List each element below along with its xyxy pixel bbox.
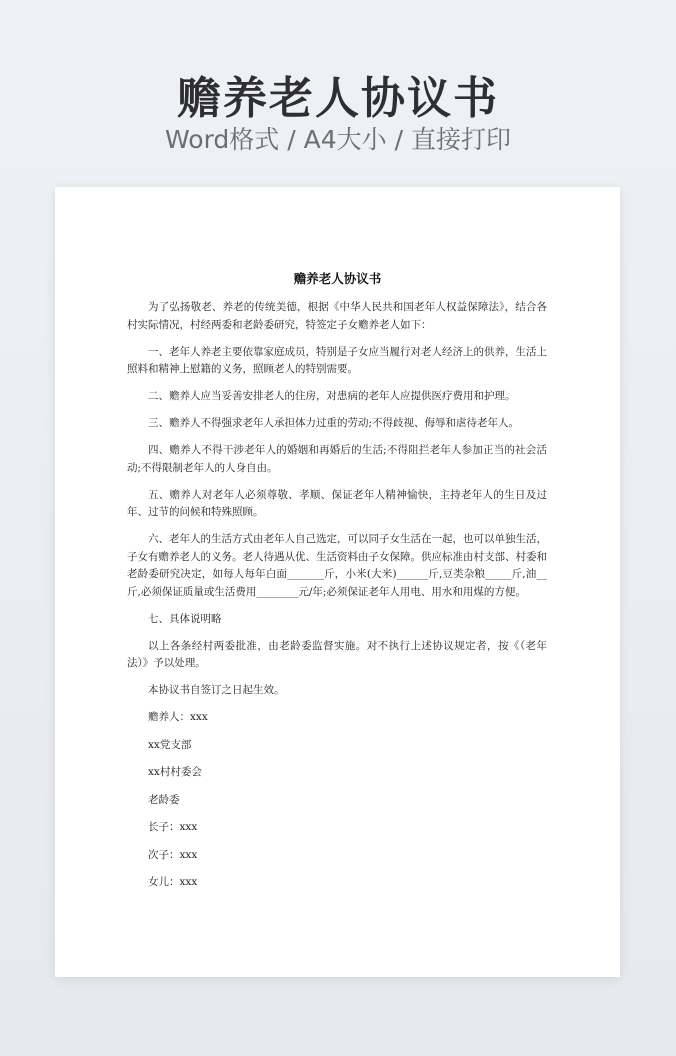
signature-eldest-son: 长子：xxx (148, 821, 198, 833)
paragraph-article-6: 六、老年人的生活方式由老年人自己选定，可以同子女生活在一起，也可以单独生活，子女有赡养老人的义务。老人待遇从优、生活资料由子女保障。供应标准由村支部、村委和老龄委研究决定，如每人每年白面_______斤，小米(大米)______斤,豆类杂粮_____斤,油__斤,必须保证质量或生活费用________元/年;必须保证老年人用电、用水和用煤的方便。 (127, 533, 547, 598)
paragraph-article-2: 二、赡养人应当妥善安排老人的住房，对患病的老年人应提供医疗费用和护理。 (148, 390, 516, 402)
paragraph-enforcement: 以上各条经村两委批准，由老龄委监督实施。对不执行上述协议规定者，按《（老年法）》予以处理。 (127, 639, 547, 669)
signature-party-branch: xx党支部 (148, 738, 192, 751)
banner-title: 赡养老人协议书 (177, 73, 499, 124)
paragraph-article-1: 一、老年人养老主要依靠家庭成员，特别是子女应当履行对老人经济上的供养，生活上照料和精神上慰籍的义务，照顾老人的特别需要。 (127, 345, 547, 375)
paragraph-preamble: 为了弘扬敬老、养老的传统美德，根据《中华人民共和国老年人权益保障法》，结合各村实际情况，村经两委和老龄委研究，特签定子女赡养老人如下： (127, 301, 547, 331)
signature-supporter: 赡养人：xxx (148, 711, 208, 723)
signature-second-son: 次子：xxx (148, 848, 198, 861)
signature-village-committee: xx村村委会 (148, 766, 202, 778)
paragraph-article-3: 三、赡养人不得强求老年人承担体力过重的劳动;不得歧视、侮辱和虐待老年人。 (148, 417, 520, 429)
paragraph-article-5: 五、赡养人对老年人必须尊敬、孝顺、保证老年人精神愉快，主持老年人的生日及过年、过节的问候和特殊照顾。 (127, 488, 547, 518)
signature-elderly-committee: 老龄委 (148, 793, 180, 806)
paragraph-article-7: 七、具体说明略 (148, 612, 222, 625)
document-title: 赡养老人协议书 (293, 271, 382, 286)
signature-daughter: 女儿：xxx (148, 876, 198, 888)
banner-subtitle: Word格式 / A4大小 / 直接打印 (165, 125, 511, 154)
paragraph-article-4: 四、赡养人不得干涉老年人的婚姻和再婚后的生活;不得阻拦老年人参加正当的社会活动;不得限制老年人的人身自由。 (127, 444, 547, 474)
document-body (127, 299, 547, 902)
document-page (55, 187, 620, 977)
paragraph-effective: 本协议书自签订之日起生效。 (148, 684, 285, 696)
